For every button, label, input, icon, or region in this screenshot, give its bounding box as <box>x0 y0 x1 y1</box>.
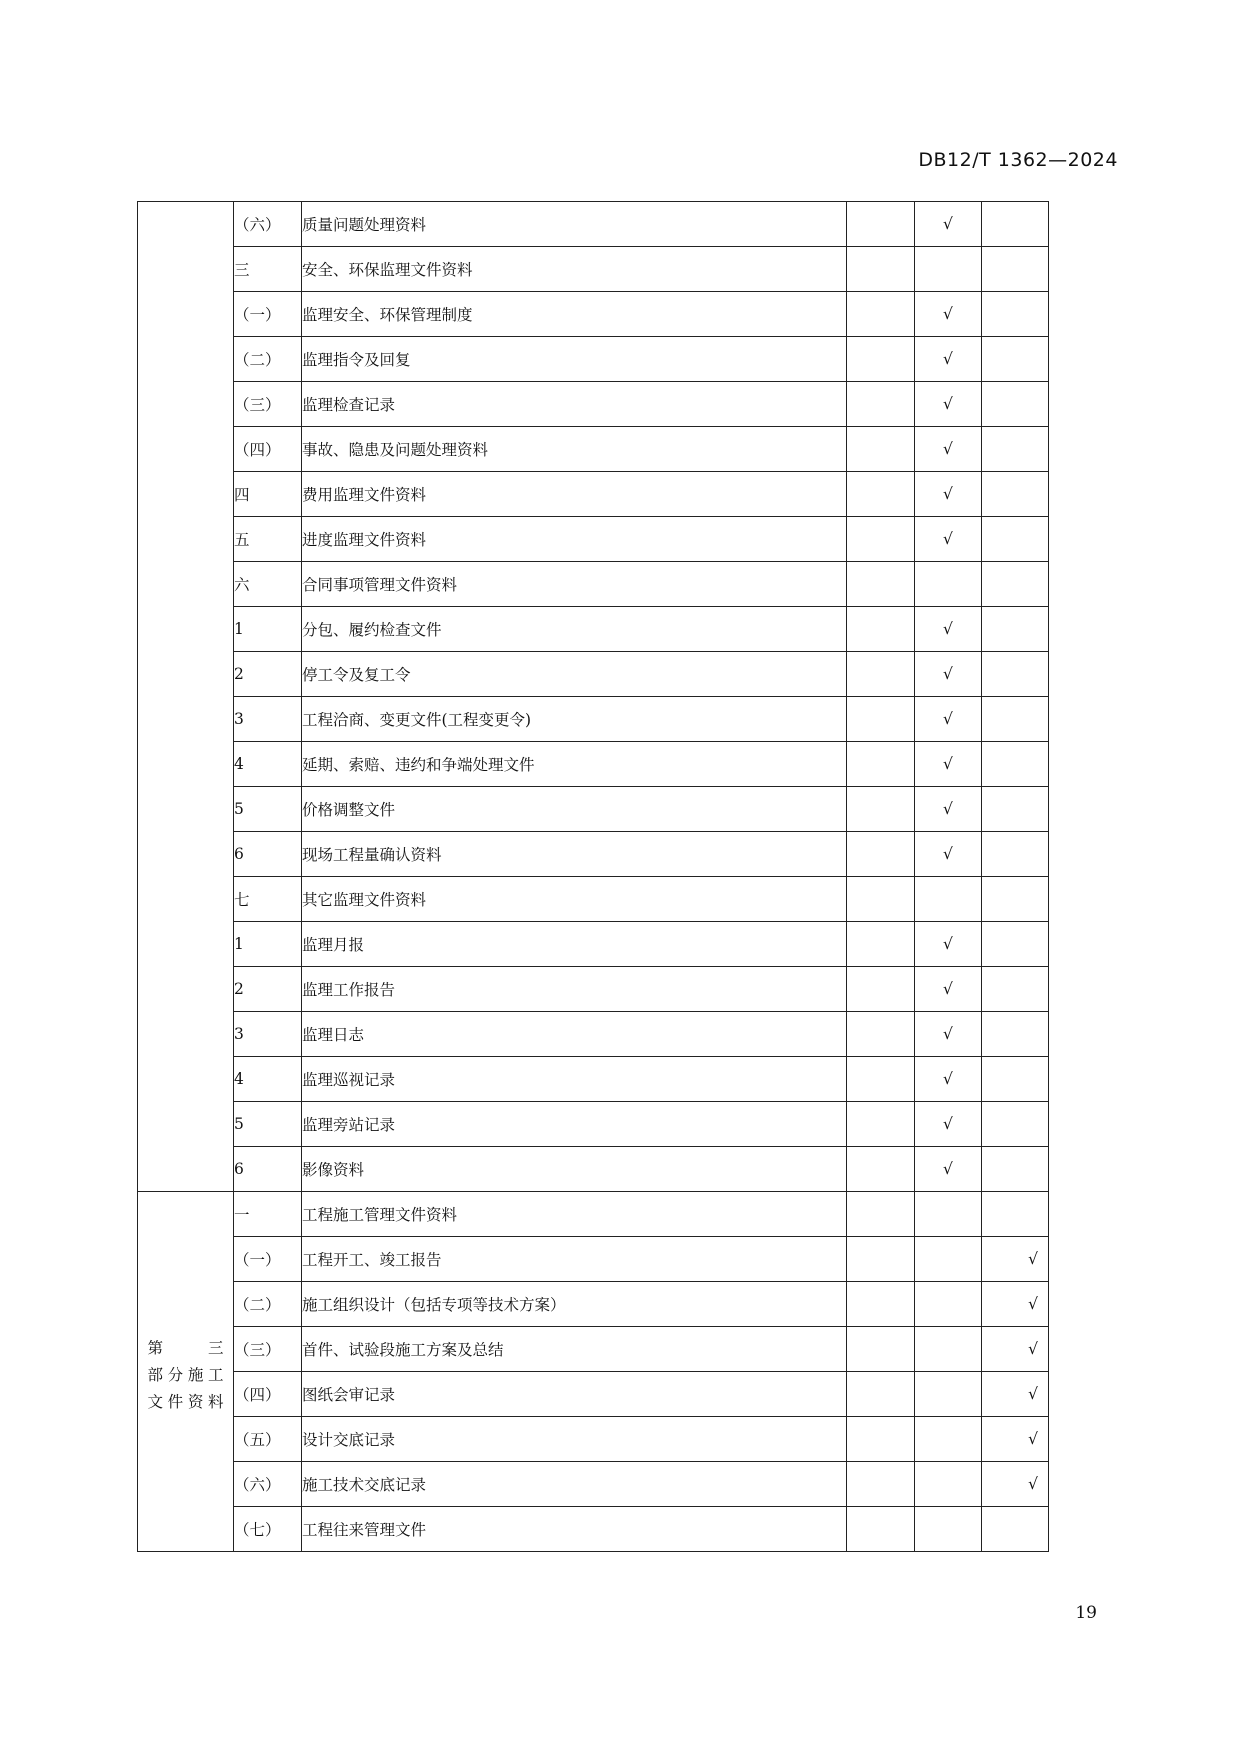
check-cell-1 <box>847 1327 915 1372</box>
item-number: 2 <box>234 967 302 1012</box>
item-name: 影像资料 <box>302 1147 847 1192</box>
item-name: 安全、环保监理文件资料 <box>302 247 847 292</box>
check-cell-1 <box>847 1147 915 1192</box>
check-cell-2: √ <box>915 967 982 1012</box>
item-name: 监理月报 <box>302 922 847 967</box>
check-cell-2: √ <box>915 1012 982 1057</box>
check-cell-3: √ <box>982 1282 1049 1327</box>
check-cell-3 <box>982 967 1049 1012</box>
check-cell-3: √ <box>982 1327 1049 1372</box>
check-cell-3 <box>982 202 1049 247</box>
item-name: 首件、试验段施工方案及总结 <box>302 1327 847 1372</box>
item-number: （七） <box>234 1507 302 1552</box>
table-row <box>138 1507 1049 1552</box>
check-cell-1 <box>847 1057 915 1102</box>
check-cell-3: √ <box>982 1372 1049 1417</box>
item-number: 2 <box>234 652 302 697</box>
check-cell-2 <box>915 1372 982 1417</box>
item-name: 费用监理文件资料 <box>302 472 847 517</box>
item-number: 六 <box>234 562 302 607</box>
check-cell-2: √ <box>915 292 982 337</box>
check-cell-3 <box>982 742 1049 787</box>
table-row <box>138 967 1049 1012</box>
check-cell-2: √ <box>915 652 982 697</box>
check-cell-3 <box>982 1012 1049 1057</box>
check-cell-2: √ <box>915 1147 982 1192</box>
item-name: 延期、索赔、违约和争端处理文件 <box>302 742 847 787</box>
check-cell-2 <box>915 247 982 292</box>
check-cell-1 <box>847 1237 915 1282</box>
item-number: 5 <box>234 787 302 832</box>
item-name: 监理工作报告 <box>302 967 847 1012</box>
check-cell-1 <box>847 517 915 562</box>
check-cell-2: √ <box>915 472 982 517</box>
item-name: 监理指令及回复 <box>302 337 847 382</box>
item-name: 停工令及复工令 <box>302 652 847 697</box>
check-cell-2 <box>915 1192 982 1237</box>
check-cell-2: √ <box>915 382 982 427</box>
check-cell-2: √ <box>915 922 982 967</box>
check-cell-1 <box>847 337 915 382</box>
table-row <box>138 922 1049 967</box>
item-name: 监理旁站记录 <box>302 1102 847 1147</box>
item-number: 6 <box>234 1147 302 1192</box>
check-cell-3 <box>982 1507 1049 1552</box>
section-cell-part-three <box>138 1192 234 1552</box>
part-three-label-line: 文件资料 <box>147 1393 224 1411</box>
item-name: 现场工程量确认资料 <box>302 832 847 877</box>
item-number: （五） <box>234 1417 302 1462</box>
check-cell-2 <box>915 1462 982 1507</box>
check-cell-2: √ <box>915 427 982 472</box>
part-three-label-line: 部分施工 <box>147 1366 224 1384</box>
check-cell-1 <box>847 877 915 922</box>
table-row <box>138 1372 1049 1417</box>
check-cell-1 <box>847 1372 915 1417</box>
item-number: （六） <box>234 202 302 247</box>
check-cell-1 <box>847 742 915 787</box>
check-cell-3 <box>982 1102 1049 1147</box>
item-name: 其它监理文件资料 <box>302 877 847 922</box>
item-number: 4 <box>234 1057 302 1102</box>
check-cell-1 <box>847 292 915 337</box>
table-row <box>138 202 1049 247</box>
check-cell-3: √ <box>982 1462 1049 1507</box>
check-cell-3 <box>982 472 1049 517</box>
check-cell-2: √ <box>915 787 982 832</box>
table-row <box>138 427 1049 472</box>
file-checklist-table <box>137 201 1049 1552</box>
check-cell-3 <box>982 382 1049 427</box>
table-row <box>138 247 1049 292</box>
table-row <box>138 292 1049 337</box>
check-cell-1 <box>847 562 915 607</box>
check-cell-3 <box>982 787 1049 832</box>
item-number: （四） <box>234 427 302 472</box>
item-name: 监理日志 <box>302 1012 847 1057</box>
item-name: 施工技术交底记录 <box>302 1462 847 1507</box>
table-row <box>138 1327 1049 1372</box>
item-name: 施工组织设计（包括专项等技术方案） <box>302 1282 847 1327</box>
item-number: 1 <box>234 922 302 967</box>
item-number: （二） <box>234 1282 302 1327</box>
item-name: 监理巡视记录 <box>302 1057 847 1102</box>
check-cell-3 <box>982 1057 1049 1102</box>
check-cell-3 <box>982 607 1049 652</box>
table-row <box>138 1012 1049 1057</box>
table-row <box>138 1102 1049 1147</box>
item-number: （三） <box>234 382 302 427</box>
item-number: 3 <box>234 1012 302 1057</box>
table-row <box>138 517 1049 562</box>
check-cell-1 <box>847 202 915 247</box>
page-number: 19 <box>1075 1603 1097 1623</box>
check-cell-2: √ <box>915 742 982 787</box>
table-row <box>138 787 1049 832</box>
item-number: 4 <box>234 742 302 787</box>
item-name: 工程洽商、变更文件(工程变更令) <box>302 697 847 742</box>
check-cell-3 <box>982 517 1049 562</box>
check-cell-3: √ <box>982 1417 1049 1462</box>
part-three-label-line: 第 三 <box>147 1339 224 1357</box>
check-cell-2: √ <box>915 697 982 742</box>
item-number: 七 <box>234 877 302 922</box>
table-row <box>138 1282 1049 1327</box>
check-cell-2: √ <box>915 607 982 652</box>
check-cell-2: √ <box>915 517 982 562</box>
table-row <box>138 472 1049 517</box>
item-name: 图纸会审记录 <box>302 1372 847 1417</box>
check-cell-1 <box>847 382 915 427</box>
check-cell-1 <box>847 922 915 967</box>
check-cell-3 <box>982 697 1049 742</box>
check-cell-2: √ <box>915 1057 982 1102</box>
table-row <box>138 1237 1049 1282</box>
check-cell-3 <box>982 832 1049 877</box>
table-row <box>138 1057 1049 1102</box>
check-cell-1 <box>847 652 915 697</box>
item-number: 一 <box>234 1192 302 1237</box>
check-cell-3 <box>982 1192 1049 1237</box>
item-number: 5 <box>234 1102 302 1147</box>
table-row <box>138 742 1049 787</box>
check-cell-3 <box>982 292 1049 337</box>
check-cell-1 <box>847 1462 915 1507</box>
check-cell-2 <box>915 1417 982 1462</box>
check-cell-1 <box>847 1012 915 1057</box>
check-cell-1 <box>847 247 915 292</box>
check-cell-3 <box>982 337 1049 382</box>
table-row <box>138 337 1049 382</box>
check-cell-2: √ <box>915 1102 982 1147</box>
document-code: DB12/T 1362—2024 <box>918 149 1118 171</box>
check-cell-1 <box>847 1192 915 1237</box>
check-cell-3 <box>982 1147 1049 1192</box>
item-name: 进度监理文件资料 <box>302 517 847 562</box>
check-cell-2 <box>915 1327 982 1372</box>
item-number: （六） <box>234 1462 302 1507</box>
item-number: 6 <box>234 832 302 877</box>
item-name: 质量问题处理资料 <box>302 202 847 247</box>
table-row <box>138 877 1049 922</box>
item-name: 工程往来管理文件 <box>302 1507 847 1552</box>
check-cell-3 <box>982 427 1049 472</box>
check-cell-1 <box>847 607 915 652</box>
check-cell-3 <box>982 877 1049 922</box>
check-cell-2 <box>915 877 982 922</box>
table-row <box>138 1147 1049 1192</box>
table-body <box>138 202 1049 1552</box>
check-cell-2 <box>915 562 982 607</box>
item-name: 监理检查记录 <box>302 382 847 427</box>
item-number: （一） <box>234 292 302 337</box>
item-number: 三 <box>234 247 302 292</box>
item-name: 监理安全、环保管理制度 <box>302 292 847 337</box>
check-cell-2: √ <box>915 832 982 877</box>
check-cell-1 <box>847 1417 915 1462</box>
item-name: 事故、隐患及问题处理资料 <box>302 427 847 472</box>
item-number: （一） <box>234 1237 302 1282</box>
check-cell-3 <box>982 652 1049 697</box>
check-cell-1 <box>847 697 915 742</box>
item-name: 设计交底记录 <box>302 1417 847 1462</box>
check-cell-3 <box>982 922 1049 967</box>
check-cell-3: √ <box>982 1237 1049 1282</box>
item-name: 价格调整文件 <box>302 787 847 832</box>
item-name: 分包、履约检查文件 <box>302 607 847 652</box>
table-row <box>138 607 1049 652</box>
item-name: 合同事项管理文件资料 <box>302 562 847 607</box>
item-number: 五 <box>234 517 302 562</box>
table-row <box>138 1192 1049 1237</box>
check-cell-2 <box>915 1507 982 1552</box>
check-cell-1 <box>847 1282 915 1327</box>
check-cell-3 <box>982 247 1049 292</box>
item-name: 工程施工管理文件资料 <box>302 1192 847 1237</box>
table-row <box>138 382 1049 427</box>
table-row <box>138 1417 1049 1462</box>
table-row <box>138 652 1049 697</box>
check-cell-2 <box>915 1282 982 1327</box>
check-cell-1 <box>847 967 915 1012</box>
check-cell-1 <box>847 427 915 472</box>
item-number: （四） <box>234 1372 302 1417</box>
table-row <box>138 832 1049 877</box>
check-cell-3 <box>982 562 1049 607</box>
item-number: 1 <box>234 607 302 652</box>
table-row <box>138 697 1049 742</box>
item-number: 3 <box>234 697 302 742</box>
check-cell-1 <box>847 832 915 877</box>
check-cell-1 <box>847 472 915 517</box>
check-cell-1 <box>847 1507 915 1552</box>
table-row <box>138 562 1049 607</box>
section-cell-previous-part <box>138 202 234 1192</box>
table-row <box>138 1462 1049 1507</box>
check-cell-1 <box>847 787 915 832</box>
item-number: 四 <box>234 472 302 517</box>
check-cell-2: √ <box>915 202 982 247</box>
check-cell-2 <box>915 1237 982 1282</box>
item-name: 工程开工、竣工报告 <box>302 1237 847 1282</box>
item-number: （三） <box>234 1327 302 1372</box>
item-number: （二） <box>234 337 302 382</box>
check-cell-2: √ <box>915 337 982 382</box>
check-cell-1 <box>847 1102 915 1147</box>
